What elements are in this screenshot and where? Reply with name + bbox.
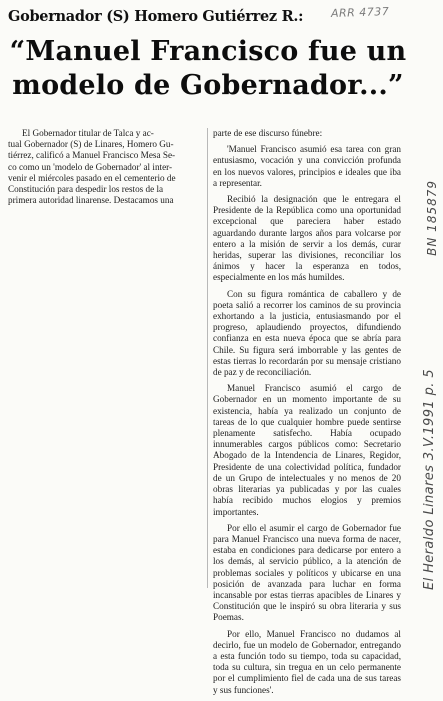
- headline: [8, 35, 408, 103]
- kicker-line: Gobernador (S) Homero Gutiérrez R.:: [8, 8, 304, 25]
- article-paragraph: Manuel Francisco asumió el cargo de Gobernador en un momento importante de su existencia, había ya realizado un conjunto de tareas de lo que cualquier hombre puede sentirse plenamente satisfecho. Había ocupado innumerables cargos públicos como: Secretario Abogado de la Intendencia de Linares, Regidor, Presidente de una colectividad política, fundador de un Grupo de intelectuales y no menos de 20 obras literarias ya publicadas y por las cuales había recibido muchos elogios y premios importantes.: [213, 383, 401, 517]
- article-paragraph: Con su figura romántica de caballero y de poeta salió a recorrer los caminos de su provincia exhortando a la justicia, entusiasmando por el progreso, aplaudiendo proyectos, difundiendo confianza en esta nueva época que se abría para Chile. Su figura será imborrable y las gentes de estas tierras lo recordarán por su mensaje cristiano de paz y de reconciliación.: [213, 288, 401, 378]
- article-paragraph-1: [8, 128, 201, 206]
- column-divider: [207, 128, 208, 588]
- archive-code-note: ARR 4737: [330, 4, 390, 21]
- article-column-2: [213, 128, 401, 701]
- headline-line-2: modelo de Gobernador...”: [12, 70, 404, 101]
- lead-line: parte de ese discurso fúnebre:: [213, 128, 323, 138]
- article-paragraph: Recibió la designación que le entregara el Presidente de la República como una oportunidad excepcional que pareciera haber estado aguardando durante largos años para volcarse por entero a la misión de servir a los demás, curar heridas, superar las divisiones, reconciliar los ánimos y hacer la esperanza en todos, especialmente en los más humildes.: [213, 194, 401, 283]
- article-paragraph: Por ello, Manuel Francisco no dudamos al decirlo, fue un modelo de Gobernador, entregando a esta función todo su tiempo, toda su capacidad, toda su cultura, sin tregua en un celo permanente por el cumplimiento fiel de cada una de sus tareas y sus funciones'.: [213, 628, 401, 695]
- article-column-1: [8, 128, 201, 211]
- headline-line-1: “Manuel Francisco fue un: [9, 36, 407, 67]
- text-line: co como un 'modelo de Gobernador' al inter-: [8, 161, 173, 172]
- article-paragraph: 'Manuel Francisco asumió esa tarea con gran entusiasmo, vocación y una convicción profunda en los nuevos valores, principios e ideales que iba a representar.: [213, 144, 401, 188]
- text-line: venir el miércoles pasado en el cementerio de: [8, 172, 176, 183]
- text-line: tiérrez, calificó a Manuel Francisco Mesa Se-: [8, 150, 176, 161]
- catalog-handwritten-note: BN 185879: [425, 180, 439, 256]
- text-line: Constitución para despedir los restos de la: [8, 184, 164, 195]
- source-handwritten-note: El Heraldo Linares 3.V.1991 p. 5: [422, 368, 437, 590]
- text-line: tual Gobernador (S) de Linares, Homero Gu-: [8, 139, 174, 150]
- text-line: El Gobernador titular de Talca y ac-: [22, 128, 154, 138]
- article-paragraph: Por ello el asumir el cargo de Gobernador fue para Manuel Francisco una nueva forma de nacer, estaba en condiciones para dedicarse por entero a los demás, al servicio público, a la atención de problemas sociales y políticos y ubicarse en una posición de avanzada para luchar en forma incansable por estas tierras apacibles de Linares y Constitución que le inspiró su obra literaria y sus Poemas.: [213, 522, 401, 623]
- text-line: primera autoridad linarense. Destacamos una: [8, 195, 174, 206]
